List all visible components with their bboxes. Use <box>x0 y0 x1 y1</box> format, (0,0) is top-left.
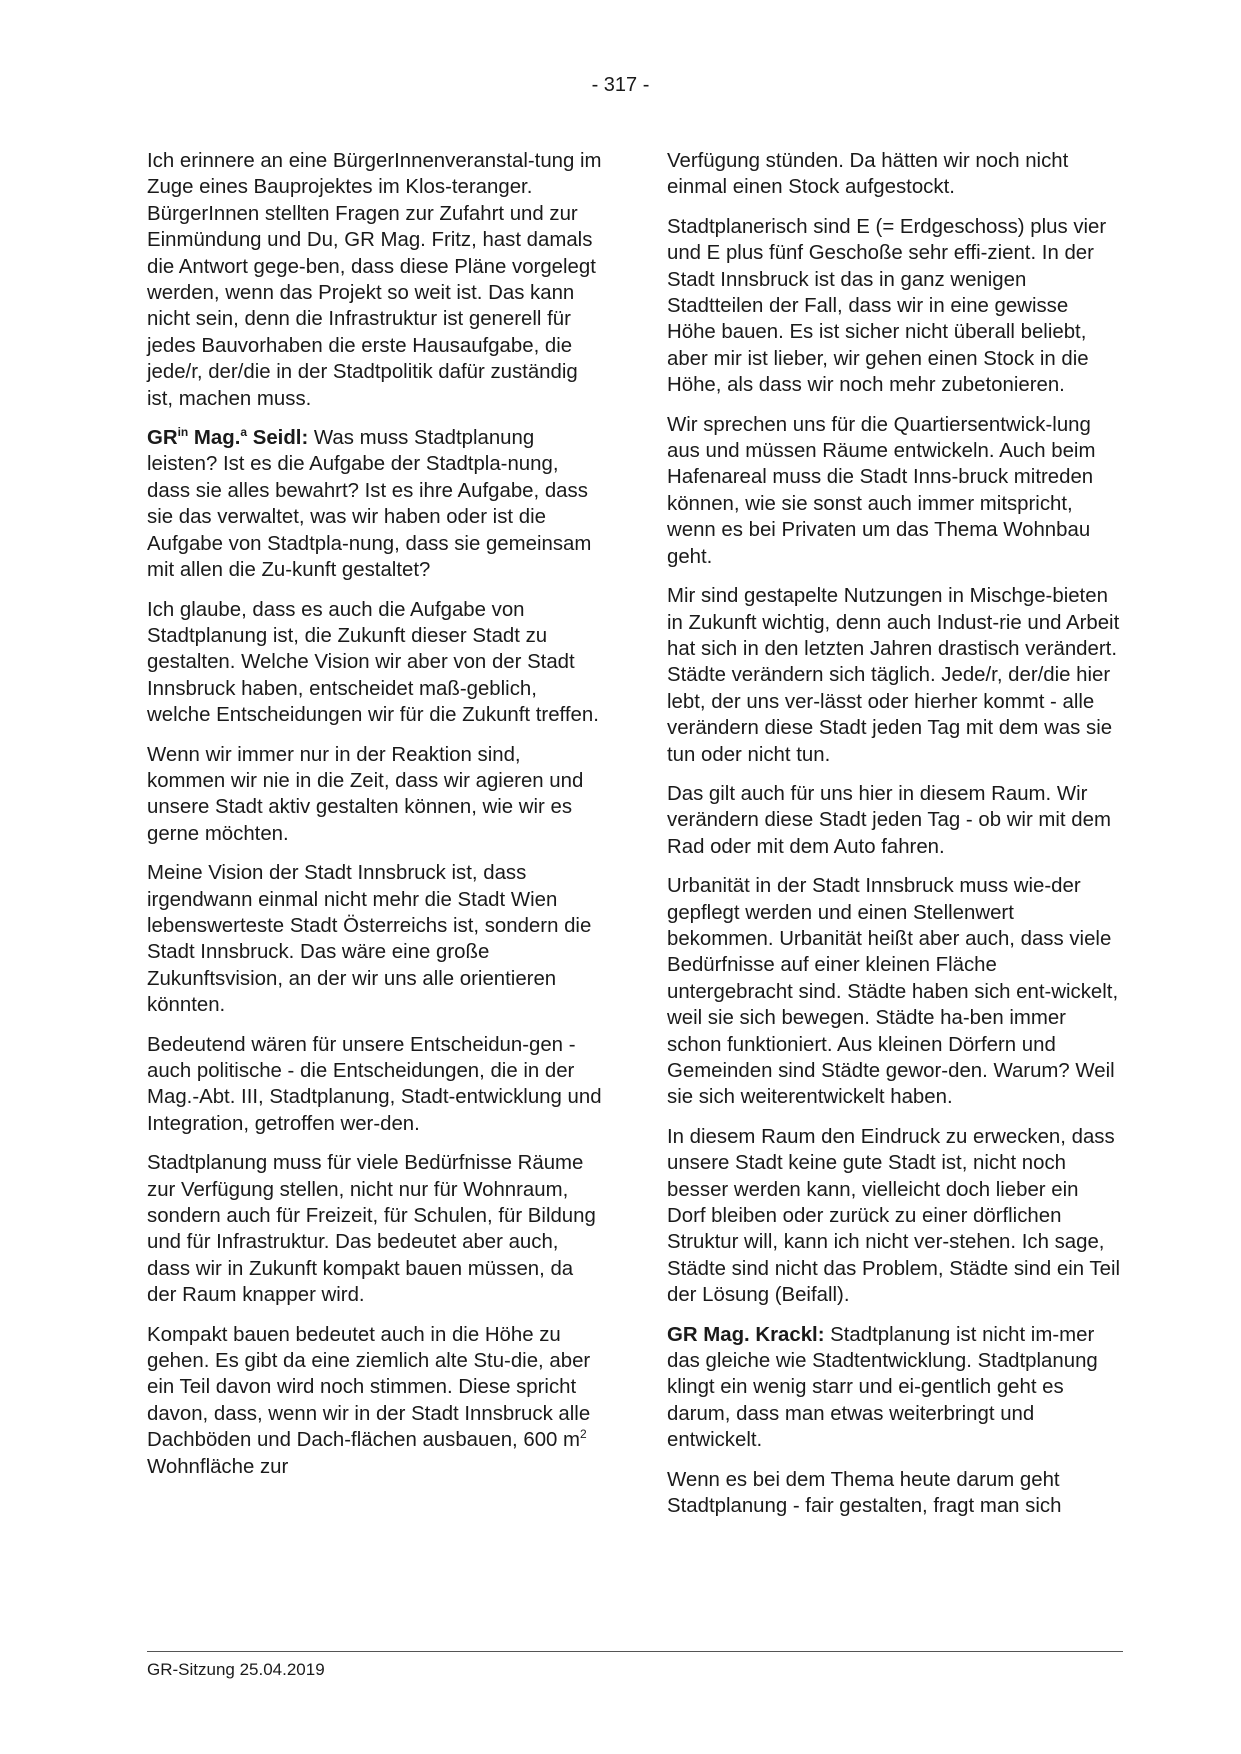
speaker-name: $GR^{in}$ Mag.$^a$ Seidl: <box>147 425 309 450</box>
right-column <box>667 148 1122 1533</box>
paragraph: GR Mag. Krackl: Stadtplanung ist nicht im-mer das gleiche wie Stadtentwicklung. Stadtplanung klingt ein wenig starr und ei-gentlich geht es darum, dass man etwas weiterbringt und entwickelt. <box>667 1323 1098 1452</box>
speaker-name: GR Mag. Krackl: <box>667 1323 825 1346</box>
footer-divider <box>147 1651 1123 1652</box>
paragraph: Meine Vision der Stadt Innsbruck ist, dass irgendwann einmal nicht mehr die Stadt Wien lebenswerteste Stadt Österreichs ist, sondern die Stadt Innsbruck. Das wäre eine große Zukunftsvision, an der wir uns alle orientieren könnten. <box>147 862 592 1017</box>
paragraph: Wir sprechen uns für die Quartiersentwick-lung aus und müssen Räume entwickeln. Auch beim Hafenareal muss die Stadt Inns-bruck mitreden können, wie sie sonst auch immer mitspricht, wenn es bei Privaten um das Thema Wohnbau geht. <box>667 413 1096 568</box>
paragraph: Ich glaube, dass es auch die Aufgabe von Stadtplanung ist, die Zukunft dieser Stadt zu gestalten. Welche Vision wir aber von der Stadt Innsbruck haben, entscheidet maß-geblich, welche Entscheidungen wir für die Zukunft treffen. <box>147 598 599 727</box>
page-number: - 317 - <box>591 74 650 96</box>
paragraph: Wenn wir immer nur in der Reaktion sind, kommen wir nie in die Zeit, dass wir agieren und unsere Stadt aktiv gestalten können, wie wir es gerne möchten. <box>147 743 584 845</box>
paragraph: Mir sind gestapelte Nutzungen in Mischge-bieten in Zukunft wichtig, denn auch Indust-rie und Arbeit hat sich in den letzten Jahren drastisch verändert. Städte verändern sich täglich. Jede/r, der/die hier lebt, der uns ver-lässt oder hierher kommt - alle verändern diese Stadt jeden Tag mit dem was sie tun oder nicht tun. <box>667 585 1120 766</box>
left-column <box>147 148 602 1493</box>
paragraph: Wenn es bei dem Thema heute darum geht Stadtplanung - fair gestalten, fragt man sich <box>667 1468 1062 1518</box>
paragraph: Ich erinnere an eine BürgerInnenveranstal-tung im Zuge eines Bauprojektes im Klos-teranger. BürgerInnen stellten Fragen zur Zufahrt und zur Einmündung und Du, GR Mag. Fritz, hast damals die Antwort gege-ben, dass diese Pläne vorgelegt werden, wenn das Projekt so weit ist. Das kann nicht sein, denn die Infrastruktur ist generell für jedes Bauvorhaben die erste Hausaufgabe, die jede/r, der/die in der Stadtpolitik dafür zuständig ist, machen muss. <box>147 150 602 410</box>
paragraph: Stadtplanerisch sind E (= Erdgeschoss) plus vier und E plus fünf Geschoße sehr effi-zient. In der Stadt Innsbruck ist das in ganz wenigen Stadtteilen der Fall, dass wir in eine gewisse Höhe bauen. Es ist sicher nicht überall beliebt, aber mir ist lieber, wir gehen einen Stock in die Höhe, als dass wir noch mehr zubetonieren. <box>667 215 1107 397</box>
paragraph: Stadtplanung muss für viele Bedürfnisse Räume zur Verfügung stellen, nicht nur für Wohnraum, sondern auch für Freizeit, für Schulen, für Bildung und für Infrastruktur. Das bedeutet aber auch, dass wir in Zukunft kompakt bauen müssen, da der Raum knapper wird. <box>147 1152 596 1307</box>
paragraph: Kompakt bauen bedeutet auch in die Höhe zu gehen. Es gibt da eine ziemlich alte Stu-die, aber ein Teil davon wird noch stimmen. Diese spricht davon, dass, wenn wir in der Stadt Innsbruck alle Dachböden und Dach-flächen ausbauen, 600 $m^2$ Wohnfläche zur <box>147 1323 591 1478</box>
footer-text: GR-Sitzung 25.04.2019 <box>147 1660 325 1679</box>
paragraph: Verfügung stünden. Da hätten wir noch nicht einmal einen Stock aufgestockt. <box>667 150 1069 199</box>
paragraph: Urbanität in der Stadt Innsbruck muss wie-der gepflegt werden und einen Stellenwert bekommen. Urbanität heißt aber auch, dass viele Bedürfnisse auf einer kleinen Fläche untergebracht sind. Städte haben sich ent-wickelt, weil sie sich bewegen. Städte ha-ben immer schon funktioniert. Aus kleinen Dörfern und Gemeinden sind Städte gewor-den. Warum? Weil sie sich weiterentwickelt haben. <box>667 875 1119 1109</box>
paragraph: Das gilt auch für uns hier in diesem Raum. Wir verändern diese Stadt jeden Tag - ob wir mit dem Rad oder mit dem Auto fahren. <box>667 782 1111 858</box>
paragraph: In diesem Raum den Eindruck zu erwecken, dass unsere Stadt keine gute Stadt ist, nicht noch besser werden kann, vielleicht doch lieber ein Dorf bleiben oder zurück zu einer dörflichen Struktur will, kann ich nicht ver-stehen. Ich sage, Städte sind nicht das Problem, Städte sind ein Teil der Lösung (Beifall). <box>667 1125 1121 1307</box>
paragraph: $GR^{in}$ Mag.$^a$ Seidl: Was muss Stadtplanung leisten? Ist es die Aufgabe der Stadtpla-nung, dass sie alles bewahrt? Ist es ihre Aufgabe, dass sie das verwaltet, was wir haben oder ist die Aufgabe von Stadtpla-nung, dass sie gemeinsam mit allen die Zu-kunft gestaltet? <box>147 425 592 582</box>
paragraph: Bedeutend wären für unsere Entscheidun-gen - auch politische - die Entscheidungen, die in der Mag.-Abt. III, Stadtplanung, Stadt-entwicklung und Integration, getroffen wer-den. <box>147 1033 602 1135</box>
